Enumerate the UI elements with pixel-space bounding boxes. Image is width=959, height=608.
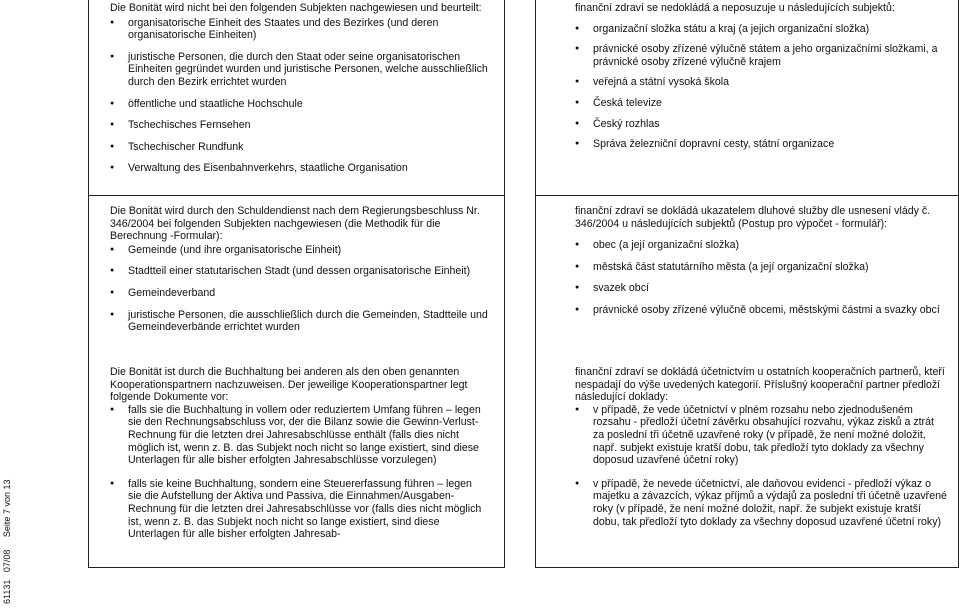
list-item: ● Verwaltung des Eisenbahnverkehrs, staatliche Organisation xyxy=(110,162,488,175)
section-intro: Die Bonität wird durch den Schuldendienst nach dem Regierungsbeschluss Nr. 346/2004 bei folgenden Subjekten nachgewiesen (die Methodik für die Berechnung -Formular): xyxy=(110,205,480,243)
list-item: ● Stadtteil einer statutarischen Stadt (und dessen organisatorische Einheit) xyxy=(110,265,488,278)
list-item: ● organizační složka státu a kraj (a jejich organizační složka) xyxy=(575,23,947,36)
section-intro: finanční zdraví se dokládá ukazatelem dluhové služby dle usnesení vlády č. 346/2004 u následujících subjektů (Postup pro výpočet - formulář): xyxy=(575,205,931,230)
bullet-list xyxy=(110,244,488,334)
list-item: ● právnické osoby zřízené výlučně obcemi, městskými částmi a svazky obcí xyxy=(575,304,947,317)
section-cs-accounting xyxy=(575,366,947,528)
section-de-exempt xyxy=(110,2,488,175)
section-cs-exempt xyxy=(575,2,947,151)
section-de-debt-service xyxy=(110,205,488,334)
list-item: ● Gemeindeverband xyxy=(110,287,488,300)
doc-number: 61131 xyxy=(2,579,12,604)
doc-date: 07/08 xyxy=(2,549,12,573)
list-item: ● svazek obcí xyxy=(575,282,947,295)
list-item: ● městská část statutárního města (a její organizační složka) xyxy=(575,261,947,274)
list-item: ● v případě, že vede účetnictví v plném rozsahu nebo zjednodušeném rozsahu - předloží účetní závěrku obsahující rozvahu, výkaz zisků a ztrát za poslední tři účetně uzavřené roky (v případě, že není možné doložit, např. subjekt existuje kratší dobu, tak předloží tyto doklady za všechny doposud uzavřené účetní roky) xyxy=(575,404,947,467)
bullet-list xyxy=(110,404,488,541)
bullet-list xyxy=(110,17,488,175)
section-intro: finanční zdraví se nedokládá a neposuzuje u následujících subjektů: xyxy=(575,2,895,14)
list-item: ● v případě, že nevede účetnictví, ale daňovou evidenci - předloží výkaz o majetku a závazcích, výkaz příjmů a výdajů za poslední tři účetně uzavřené roky (v případě, že není možné doložit, např. že subjekt existuje kratší dobu, tak předloží tyto doklady za všechny doposud uzavřené účetní roky) xyxy=(575,478,947,528)
page-indicator: Seite 7 von 13 xyxy=(2,479,12,538)
list-item: ● Česká televize xyxy=(575,97,947,110)
bullet-list xyxy=(575,404,947,528)
list-item: ● falls sie keine Buchhaltung, sondern eine Steuererfassung führen – legen sie die Aufstellung der Aktiva und Passiva, die Einnahmen/Ausgaben-Rechnung für die letzten drei Jahresabschlüsse vor (falls dies nicht möglich ist, wenn z. B. das Subjekt noch nicht so lange existiert, sind diese Unterlagen für alle bisher erfolgten Jahresab- xyxy=(110,478,488,541)
list-item: ● Gemeinde (und ihre organisatorische Einheit) xyxy=(110,244,488,257)
list-item: ● falls sie die Buchhaltung in vollem oder reduziertem Umfang führen – legen sie den Rechnungsabschluss vor, der die Bilanz sowie die Gewinn-Verlust-Rechnung für die letzten drei Jahresabschlüsse enthält (falls dies nicht möglich ist, wenn z. B. das Subjekt noch nicht so lange existiert, sind diese Unterlagen für alle bisher erfolgten Jahresabschlüsse vorzulegen) xyxy=(110,404,488,467)
list-item: ● obec (a její organizační složka) xyxy=(575,239,947,252)
list-item: ● právnické osoby zřízené výlučně státem a jeho organizačními složkami, a právnické osoby zřízené výlučně krajem xyxy=(575,43,947,68)
list-item: ● Tschechischer Rundfunk xyxy=(110,141,488,154)
bullet-list xyxy=(575,239,947,316)
section-intro: finanční zdraví se dokládá účetnictvím u ostatních kooperačních partnerů, kteří nespadají do výše uvedených kategorií. Příslušný kooperační partner předloží následující doklady: xyxy=(575,366,945,404)
side-page-label xyxy=(2,480,12,604)
list-item: ● organisatorische Einheit des Staates und des Bezirkes (und deren organisatorische Einheiten) xyxy=(110,17,488,42)
list-item: ● Správa železniční dopravní cesty, státní organizace xyxy=(575,138,947,151)
list-item: ● Český rozhlas xyxy=(575,118,947,131)
section-cs-debt-service xyxy=(575,205,947,317)
section-intro: Die Bonität ist durch die Buchhaltung bei anderen als den oben genannten Kooperationspartnern nachzuweisen. Der jeweilige Kooperationspartner legt folgende Dokumente vor: xyxy=(110,366,468,404)
list-item: ● juristische Personen, die ausschließlich durch die Gemeinden, Stadtteile und Gemeindeverbände errichtet wurden xyxy=(110,309,488,334)
list-item: ● Tschechisches Fernsehen xyxy=(110,119,488,132)
list-item: ● juristische Personen, die durch den Staat oder seine organisatorischen Einheiten gegründet wurden und juristische Personen, welche ausschließlich durch den Bezirk errichtet wurden xyxy=(110,51,488,89)
section-intro: Die Bonität wird nicht bei den folgenden Subjekten nachgewiesen und beurteilt: xyxy=(110,2,482,14)
bullet-list xyxy=(575,23,947,151)
list-item: ● veřejná a státní vysoká škola xyxy=(575,76,947,89)
list-item: ● öffentliche und staatliche Hochschule xyxy=(110,98,488,111)
section-de-accounting xyxy=(110,366,488,541)
document-page xyxy=(88,0,959,608)
